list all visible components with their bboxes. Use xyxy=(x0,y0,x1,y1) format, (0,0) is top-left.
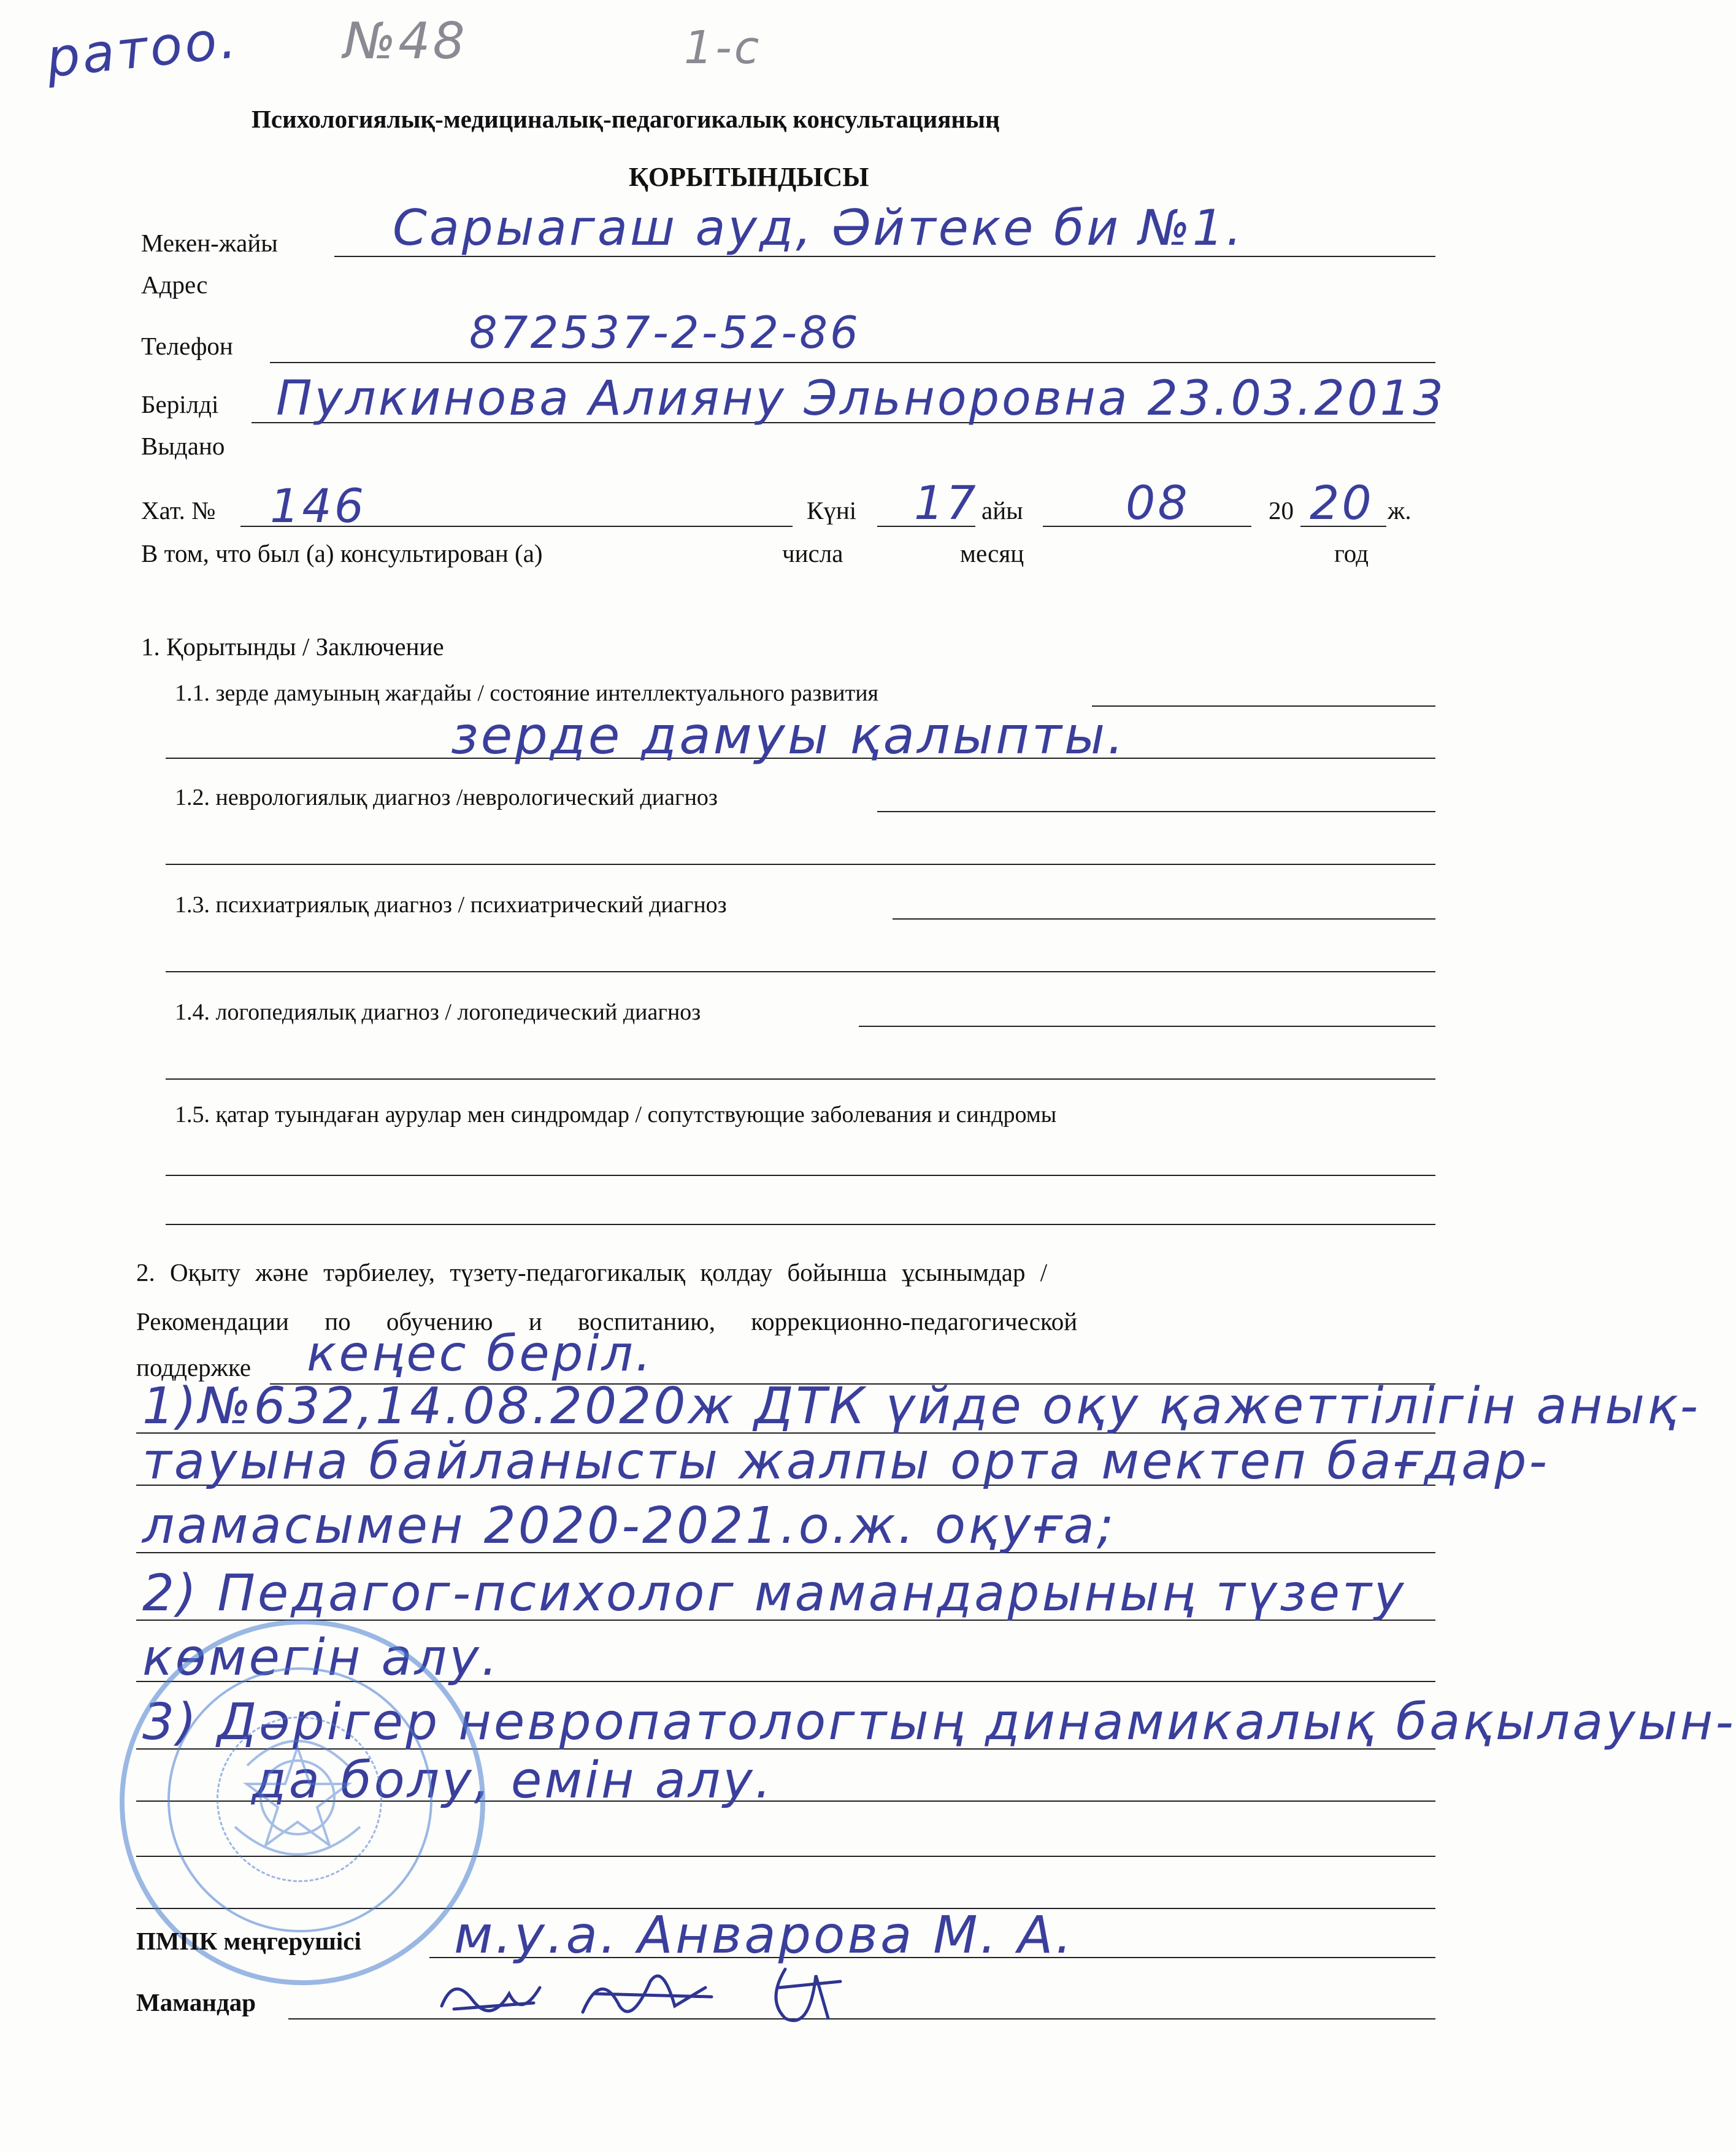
month-ru-label: месяц xyxy=(960,539,1024,567)
letter-year-suffix: ж. xyxy=(1388,496,1411,525)
conclusion-item-label: 1.2. неврологиялық диагноз /неврологический диагноз xyxy=(175,785,718,810)
specialists-label: Мамандар xyxy=(136,1988,256,2016)
letter-no-label: Хат. № xyxy=(141,496,216,525)
letter-month-value: 08 xyxy=(1126,475,1190,530)
recommendation-text: кеңес беріл. xyxy=(307,1325,654,1382)
conclusion-item-line xyxy=(877,811,1435,812)
conclusion-item-label: 1.4. логопедиялық диагноз / логопедический диагноз xyxy=(175,999,701,1025)
recommendations-line-2: Рекомендации по обучению и воспитанию, коррекционно-педагогической xyxy=(136,1307,1078,1335)
conclusion-item-label: 1.5. қатар туындаған аурулар мен синдромдар / сопутствующие заболевания и синдромы xyxy=(175,1102,1057,1128)
document-subtitle: ҚОРЫТЫНДЫСЫ xyxy=(629,162,869,192)
recommendations-line-1: 2. Оқыту және тәрбиелеу, түзету-педагогикалық қолдау бойынша ұсынымдар / xyxy=(136,1258,1048,1286)
recommendation-text: 2) Педагог-психолог мамандарының түзету xyxy=(142,1564,1407,1623)
specialists-signatures xyxy=(417,1951,896,2037)
head-label: ПМПК меңгерушісі xyxy=(136,1927,361,1955)
day-ru-label: числа xyxy=(782,539,843,567)
recommendation-text: 1)№632,14.08.2020ж ДТК үйде оқу қажеттілігін анық- xyxy=(142,1377,1701,1435)
letter-day-value: 17 xyxy=(914,475,978,530)
letter-no-value: 146 xyxy=(270,478,367,533)
document-title: Психологиялық-медициналық-педагогикалық консультацияның xyxy=(252,105,1000,133)
consulted-text: В том, что был (а) консультирован (а) xyxy=(141,539,543,567)
issued-label-ru: Выдано xyxy=(141,432,225,460)
recommendation-text: көмегін алу. xyxy=(142,1629,500,1687)
recommendations-line-3: поддержке xyxy=(136,1353,252,1382)
corner-note-number: №48 xyxy=(344,12,467,71)
phone-label: Телефон xyxy=(141,332,233,360)
corner-note-right: 1-с xyxy=(684,21,762,74)
conclusion-item-line xyxy=(1092,705,1435,707)
letter-month-label: айы xyxy=(981,496,1023,525)
year-ru-label: год xyxy=(1334,539,1369,567)
conclusion-item-label: 1.1. зерде дамуының жағдайы / состояние интеллектуального развития xyxy=(175,680,879,706)
conclusion-item-value: зерде дамуы қалыпты. xyxy=(451,705,1126,766)
phone-value: 872537-2-52-86 xyxy=(469,307,861,358)
issued-label-kz: Берілді xyxy=(141,390,219,418)
letter-year-prefix: 20 xyxy=(1269,496,1294,525)
conclusion-answer-line xyxy=(166,971,1435,972)
recommendation-text: ламасымен 2020-2021.о.ж. оқуға; xyxy=(142,1497,1116,1555)
issued-value: Пулкинова Алияну Эльноровна 23.03.2013 xyxy=(276,371,1446,426)
conclusion-heading: 1. Қорытынды / Заключение xyxy=(141,632,444,661)
conclusion-answer-line xyxy=(166,1078,1435,1080)
head-signature-value: м.у.а. Анварова М. А. xyxy=(454,1905,1075,1965)
phone-line xyxy=(270,362,1435,363)
conclusion-answer-line xyxy=(166,1224,1435,1225)
recommendation-text: 3) Дәрігер невропатологтың динамикалық бақылауын- xyxy=(142,1693,1736,1751)
address-label-ru: Адрес xyxy=(141,271,208,299)
letter-day-label: Күні xyxy=(807,496,857,525)
conclusion-item-label: 1.3. психиатриялық диагноз / психиатрический диагноз xyxy=(175,892,727,918)
letter-year-value: 20 xyxy=(1310,475,1374,530)
conclusion-item-line xyxy=(859,1026,1435,1027)
conclusion-answer-line xyxy=(166,1175,1435,1176)
conclusion-item-line xyxy=(893,918,1435,920)
recommendation-text: да болу, емін алу. xyxy=(252,1751,774,1810)
recommendation-text: тауына байланысты жалпы орта мектеп бағдар- xyxy=(142,1432,1550,1491)
address-label-kz: Мекен-жайы xyxy=(141,229,278,257)
conclusion-answer-line xyxy=(166,864,1435,865)
corner-note-left: ратоо. xyxy=(43,8,242,90)
address-value: Сарыагаш ауд, Әйтеке би №1. xyxy=(393,199,1245,256)
